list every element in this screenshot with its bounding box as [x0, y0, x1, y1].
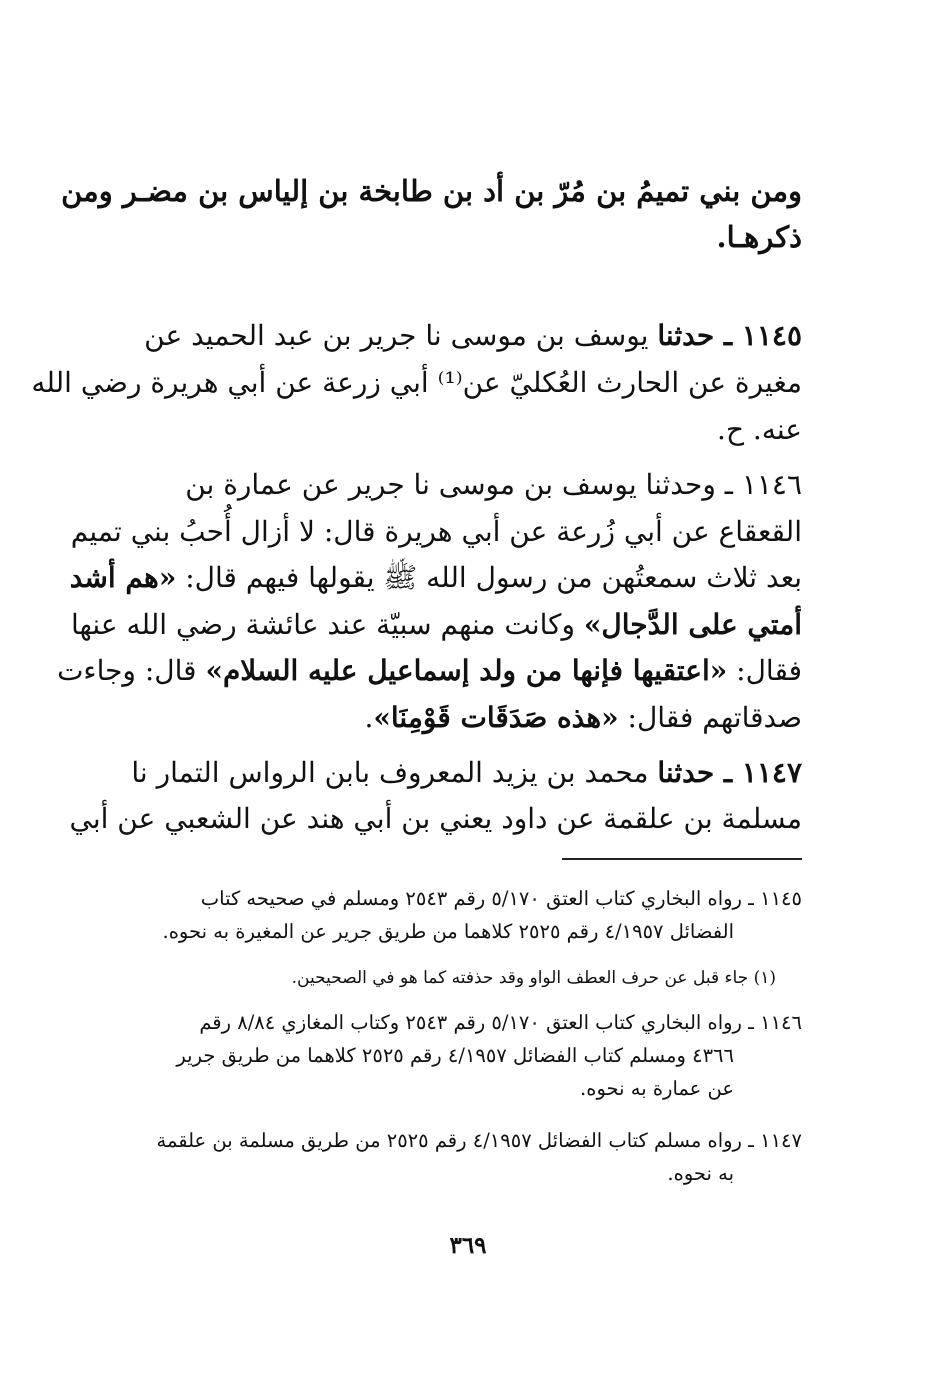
prophetic-quote: أمتي على الدَّجال»: [583, 607, 802, 641]
footnote-line: (١) جاء قبل عن حرف العطف الواو وقد حذفته كما هو في الصحيحين.: [291, 968, 776, 988]
hadith-text: يوسف بن موسى نا جرير بن عبد الحميد عن: [144, 319, 658, 352]
hadith-text: بعد ثلاث سمعتُهن من رسول الله ﷺ يقولها فيهم قال:: [176, 561, 802, 594]
hadith-line: عنه. ح.: [717, 413, 802, 446]
footnote-line: عن عمارة به نحوه.: [580, 1077, 734, 1100]
hadith-line: مسلمة بن علقمة عن داود يعني بن أبي هند عن الشعبي عن أبي: [69, 802, 802, 835]
heading-line: ومن بني تميمُ بن مُرّ بن أد بن طابخة بن إلياس بن مضـر ومن: [61, 174, 802, 208]
document-page: [31, 0, 802, 1376]
hadith-text: فقال:: [727, 654, 802, 687]
hadith-text: وكانت منهم سبيّة عند عائشة رضي الله عنها: [70, 607, 584, 641]
hadith-line: [130, 695, 802, 742]
hadith-line: ١١٤٦ ـ وحدثنا يوسف بن موسى نا جرير عن عمارة بن: [185, 468, 802, 501]
hadith-line: [57, 648, 802, 695]
page-number: ٣٦٩: [449, 1232, 487, 1259]
footnote-1145: [130, 882, 802, 948]
hadith-1145: [31, 312, 802, 453]
hadith-text: صدقاتهم فقال:: [618, 700, 802, 734]
hadith-1147: [69, 750, 802, 842]
hadith-line: [130, 750, 802, 796]
prophetic-quote: «هذه صَدَقَات قَوْمِنَا»: [373, 700, 619, 734]
hadith-number: ١١٤٥ ـ حدثنا: [657, 319, 802, 352]
footnote-line: به نحوه.: [667, 1162, 734, 1185]
footnote-line: ٤٣٦٦ ومسلم كتاب الفضائل ٤/١٩٥٧ رقم ٢٥٢٥ كلاهما من طريق جرير: [176, 1044, 734, 1067]
hadith-text: قال: وجاءت: [57, 654, 206, 687]
hadith-text: محمد بن يزيد المعروف بابن الرواس التمار نا: [131, 756, 658, 789]
hadith-line: [69, 555, 802, 602]
prophetic-quote: «هم أشد: [69, 561, 177, 594]
hadith-1146: [57, 462, 802, 741]
footnote-1147: [130, 1124, 802, 1190]
footnote-line: ١١٤٥ ـ رواه البخاري كتاب العتق ٥/١٧٠ رقم ٢٥٤٣ ومسلم في صحيحه كتاب: [200, 887, 802, 910]
hadith-line: [130, 312, 802, 359]
footnote-line: ١١٤٧ ـ رواه مسلم كتاب الفضائل ٤/١٩٥٧ رقم ٢٥٢٥ من طريق مسلمة بن علقمة: [156, 1129, 802, 1152]
heading-line: ذكرهـا.: [716, 220, 802, 254]
footnote-line: الفضائل ٤/١٩٥٧ رقم ٢٥٢٥ كلاهما من طريق جرير عن المغيرة به نحوه.: [162, 920, 734, 943]
footnote-note-1: [130, 962, 802, 995]
hadith-line: القعقاع عن أبي زُرعة عن أبي هريرة قال: لا أزال أُحبُ بني تميم: [70, 514, 802, 548]
footnote-separator: [562, 858, 802, 860]
footnote-line: ١١٤٦ ـ رواه البخاري كتاب العتق ٥/١٧٠ رقم ٢٥٤٣ وكتاب المغازي ٨/٨٤ رقم: [199, 1011, 802, 1034]
hadith-text: .: [364, 700, 374, 734]
chapter-heading: [61, 168, 802, 260]
hadith-number: ١١٤٧ ـ حدثنا: [657, 756, 802, 789]
footnote-1146: [130, 1006, 802, 1105]
prophetic-quote: «اعتقيها فإنها من ولد إسماعيل عليه السلام»: [205, 654, 728, 687]
hadith-line: [70, 602, 802, 649]
hadith-line: مغيرة عن الحارث العُكليّ عن⁽¹⁾ أبي زرعة عن أبي هريرة رضي الله: [31, 366, 802, 399]
